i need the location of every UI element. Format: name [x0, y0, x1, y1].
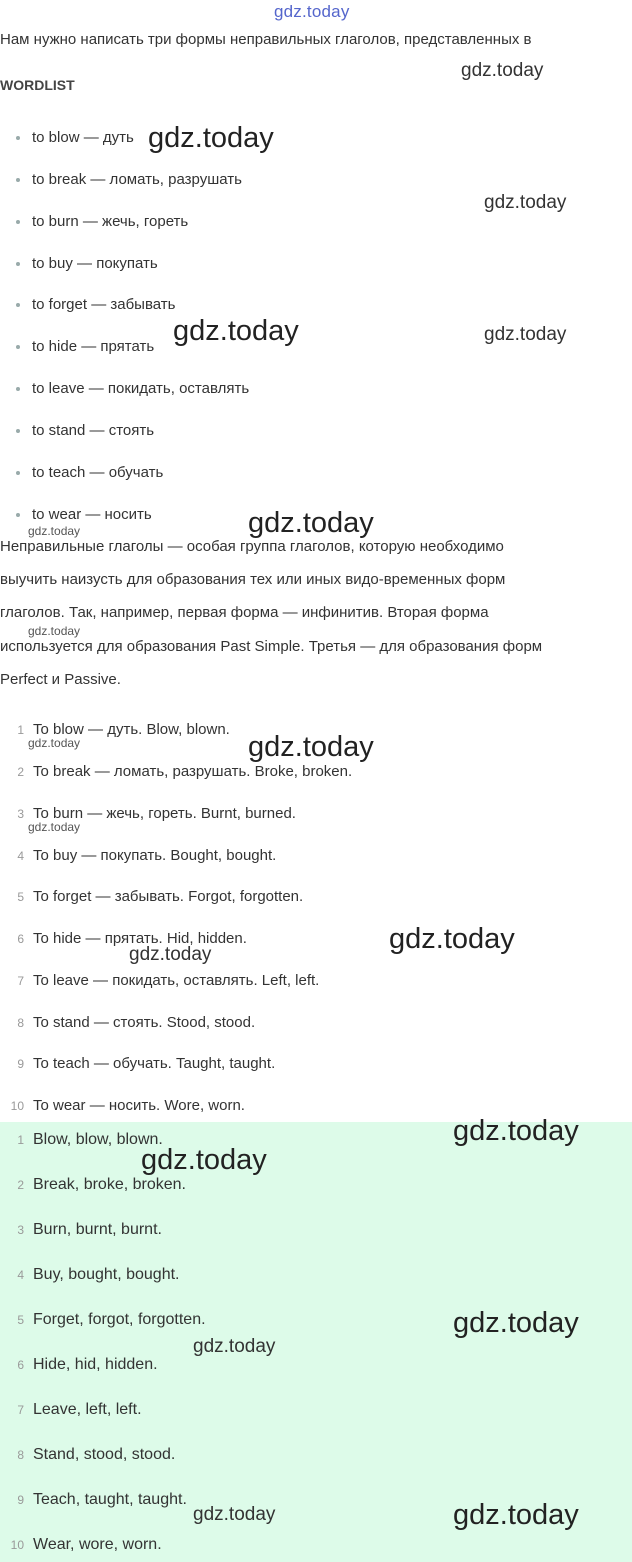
watermark: gdz.today — [141, 1144, 267, 1176]
theory-line: выучить наизусть для образования тех или иных видо-временных форм — [0, 571, 506, 588]
list-item: to teach — обучать — [16, 462, 163, 484]
watermark: gdz.today — [193, 1336, 276, 1357]
list-item: 6 To hide — прятать. Hid, hidden. — [17, 930, 247, 947]
watermark: gdz.today — [389, 923, 515, 955]
bullet-icon — [16, 345, 20, 349]
watermark: gdz.today — [248, 731, 374, 763]
bullet-icon — [16, 178, 20, 182]
list-item: to break — ломать, разрушать — [16, 169, 242, 191]
intro-text: Нам нужно написать три формы неправильных глаголов, представленных в — [0, 31, 532, 48]
list-item: 10 Wear, wore, worn. — [10, 1536, 162, 1553]
watermark: gdz.today — [248, 507, 374, 539]
list-item: 1 To blow — дуть. Blow, blown. — [17, 721, 230, 738]
watermark: gdz.today — [453, 1115, 579, 1147]
watermark: gdz.today — [453, 1499, 579, 1531]
bullet-icon — [16, 220, 20, 224]
bullet-icon — [16, 262, 20, 266]
bullet-icon — [16, 303, 20, 307]
bullet-icon — [16, 387, 20, 391]
bullet-icon — [16, 471, 20, 475]
list-item: 7 To leave — покидать, оставлять. Left, left. — [17, 972, 320, 989]
list-item: to forget — забывать — [16, 294, 175, 316]
watermark: gdz.today — [173, 315, 299, 347]
list-item: to blow — дуть — [16, 127, 134, 149]
watermark: gdz.today — [28, 624, 81, 638]
list-item: 9 Teach, taught, taught. — [17, 1491, 187, 1508]
list-item: 5 To forget — забывать. Forgot, forgotten. — [17, 888, 304, 905]
wordlist-label: WORDLIST — [0, 77, 75, 93]
answers-box — [0, 1122, 632, 1562]
list-item: 1 Blow, blow, blown. — [17, 1131, 163, 1148]
list-item: 5 Forget, forgot, forgotten. — [17, 1311, 206, 1328]
site-logo[interactable]: gdz.today — [274, 2, 350, 21]
list-item: to stand — стоять — [16, 420, 154, 442]
list-item: to wear — носить — [16, 504, 152, 526]
list-item: to buy — покупать — [16, 253, 158, 275]
list-item: 4 To buy — покупать. Bought, bought. — [17, 847, 277, 864]
watermark: gdz.today — [28, 820, 81, 834]
watermark: gdz.today — [193, 1504, 276, 1525]
list-item: to burn — жечь, гореть — [16, 211, 188, 233]
list-item: 10 To wear — носить. Wore, worn. — [10, 1097, 245, 1114]
list-item: 6 Hide, hid, hidden. — [17, 1356, 158, 1373]
watermark: gdz.today — [461, 60, 544, 81]
list-item: 7 Leave, left, left. — [17, 1401, 142, 1418]
theory-line: Perfect и Passive. — [0, 671, 121, 688]
list-item: to leave — покидать, оставлять — [16, 378, 249, 400]
watermark: gdz.today — [28, 736, 81, 750]
bullet-icon — [16, 429, 20, 433]
watermark: gdz.today — [129, 944, 212, 965]
list-item: 2 To break — ломать, разрушать. Broke, broken. — [17, 763, 353, 780]
list-item: 2 Break, broke, broken. — [17, 1176, 186, 1193]
theory-line: Неправильные глаголы — особая группа глаголов, которую необходимо — [0, 538, 504, 555]
watermark: gdz.today — [453, 1307, 579, 1339]
list-item: 4 Buy, bought, bought. — [17, 1266, 180, 1283]
bullet-icon — [16, 513, 20, 517]
theory-line: глаголов. Так, например, первая форма — инфинитив. Вторая форма — [0, 604, 489, 621]
list-item: to hide — прятать — [16, 336, 154, 358]
watermark: gdz.today — [484, 324, 567, 345]
watermark: gdz.today — [484, 192, 567, 213]
list-item: 9 To teach — обучать. Taught, taught. — [17, 1055, 276, 1072]
list-item: 8 To stand — стоять. Stood, stood. — [17, 1014, 256, 1031]
list-item: 3 Burn, burnt, burnt. — [17, 1221, 162, 1238]
watermark: gdz.today — [148, 122, 274, 154]
list-item: 3 To burn — жечь, гореть. Burnt, burned. — [17, 805, 296, 822]
theory-line: используется для образования Past Simple. Третья — для образования форм — [0, 638, 543, 655]
list-item: 8 Stand, stood, stood. — [17, 1446, 176, 1463]
bullet-icon — [16, 136, 20, 140]
watermark: gdz.today — [28, 524, 81, 538]
